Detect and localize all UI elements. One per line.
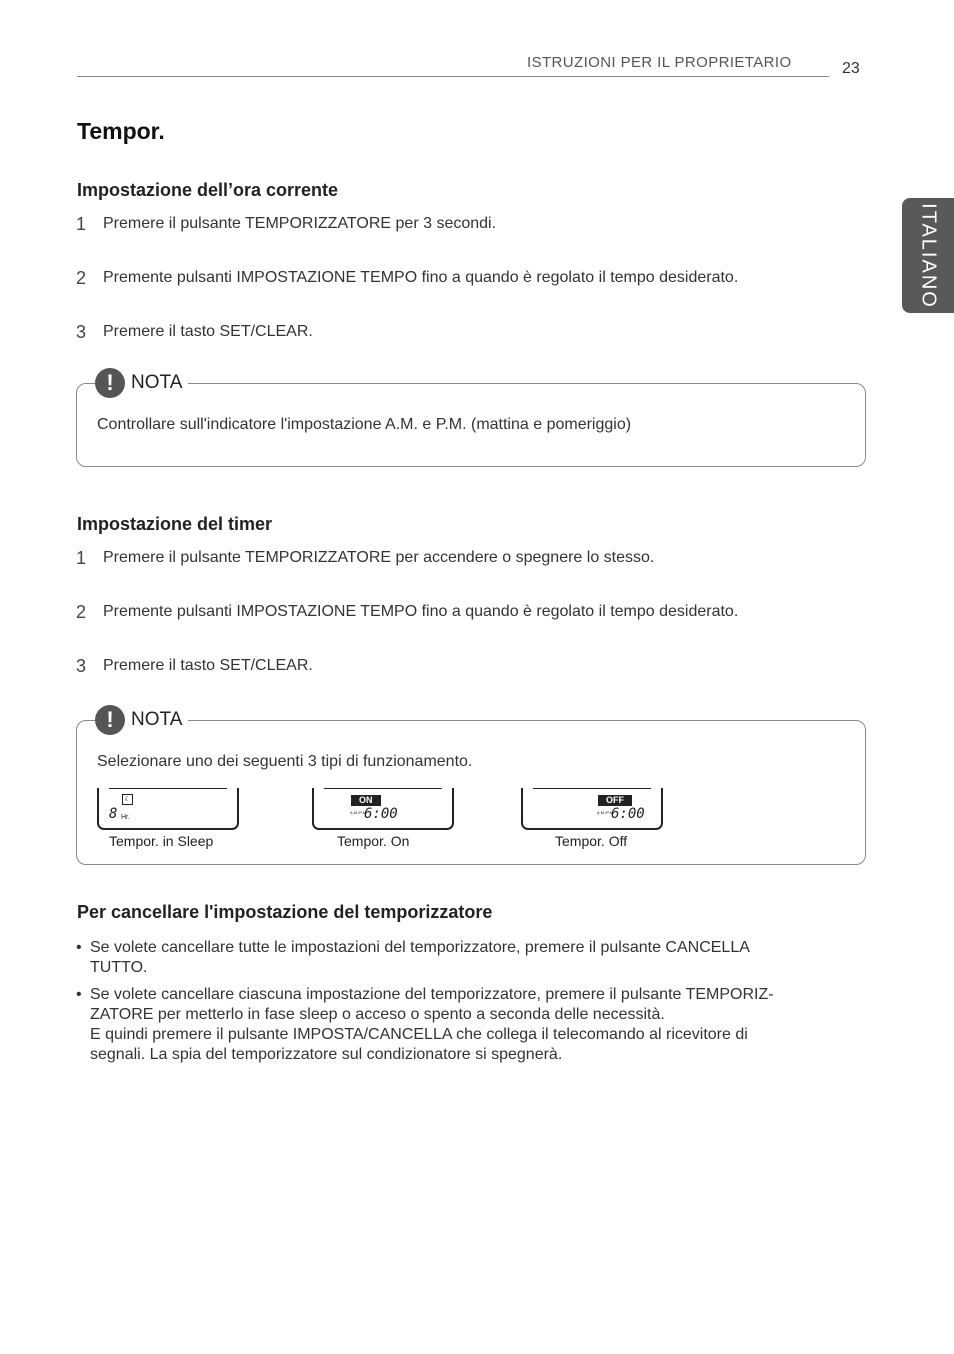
bullet-line: segnali. La spia del temporizzatore sul condizionatore si spegnerà. [90, 1046, 563, 1063]
header-title: ISTRUZIONI PER IL PROPRIETARIO [527, 54, 792, 71]
exclamation-icon: ! [95, 705, 125, 735]
lcd-unit: Hr. [121, 814, 130, 821]
lcd-display-on [312, 788, 454, 830]
lcd-display-off [521, 788, 663, 830]
bullet-dot: • [76, 939, 82, 956]
caption-on: Tempor. On [337, 833, 410, 849]
bullet-line: TUTTO. [90, 959, 148, 976]
sleep-icon: ☾ [122, 794, 133, 805]
step-number: 2 [76, 268, 87, 288]
language-tab-label: ITALIANO [917, 202, 940, 309]
caption-sleep: Tempor. in Sleep [109, 833, 214, 849]
step-number: 1 [76, 214, 87, 234]
on-badge: ON [351, 795, 381, 806]
step-text: Premente pulsanti IMPOSTAZIONE TEMPO fino a quando è regolato il tempo desiderato. [103, 603, 739, 620]
bullet-line: Se volete cancellare ciascuna impostazione del temporizzatore, premere il pulsante TEMPORIZ- [90, 986, 774, 1003]
lcd-ampm: A.M./P.M. [597, 810, 615, 815]
lcd-digits: 6:00 [364, 806, 398, 822]
step-number: 2 [76, 602, 87, 622]
note-text: Selezionare uno dei seguenti 3 tipi di funzionamento. [97, 753, 473, 770]
section-cancel-title: Per cancellare l'impostazione del temporizzatore [77, 902, 493, 922]
header-divider [77, 76, 829, 77]
note-box-am-pm [76, 370, 866, 467]
bullet-line: E quindi premere il pulsante IMPOSTA/CANCELLA che collega il telecomando al ricevitore di [90, 1026, 748, 1043]
lcd-ampm: A.M./P.M. [350, 810, 368, 815]
list-item [76, 985, 866, 1065]
bullet-line: ZATORE per metterlo in fase sleep o acceso o spento a seconda delle necessità. [90, 1006, 665, 1023]
caption-off: Tempor. Off [555, 833, 628, 849]
bullet-dot: • [76, 986, 82, 1003]
note-text: Controllare sull'indicatore l'impostazione A.M. e P.M. (mattina e pomeriggio) [97, 416, 632, 433]
step-number: 3 [76, 656, 87, 676]
note-header [95, 705, 188, 735]
step-number: 3 [76, 322, 87, 342]
off-badge: OFF [598, 795, 632, 806]
note-header [95, 368, 188, 398]
note-label: NOTA [131, 372, 183, 393]
step-text: Premere il pulsante TEMPORIZZATORE per accendere o spegnere lo stesso. [103, 549, 655, 566]
section-current-time-title: Impostazione dell’ora corrente [77, 180, 339, 200]
page-number: 23 [842, 60, 860, 77]
note-label: NOTA [131, 709, 183, 730]
note-box-timer-types [76, 707, 866, 865]
list-item [76, 938, 866, 978]
step-text: Premere il pulsante TEMPORIZZATORE per 3 secondi. [103, 215, 497, 232]
language-tab [902, 198, 954, 313]
lcd-digits: 8 [109, 806, 118, 822]
section-timer-title: Impostazione del timer [77, 514, 273, 534]
lcd-digits: 6:00 [611, 806, 645, 822]
exclamation-icon: ! [95, 368, 125, 398]
step-number: 1 [76, 548, 87, 568]
page-title: Tempor. [77, 118, 165, 144]
bullet-line: Se volete cancellare tutte le impostazioni del temporizzatore, premere il pulsante CANCELLA [90, 939, 750, 956]
lcd-display-sleep [97, 788, 239, 830]
step-text: Premere il tasto SET/CLEAR. [103, 657, 313, 674]
step-text: Premere il tasto SET/CLEAR. [103, 323, 313, 340]
step-text: Premente pulsanti IMPOSTAZIONE TEMPO fino a quando è regolato il tempo desiderato. [103, 269, 739, 286]
